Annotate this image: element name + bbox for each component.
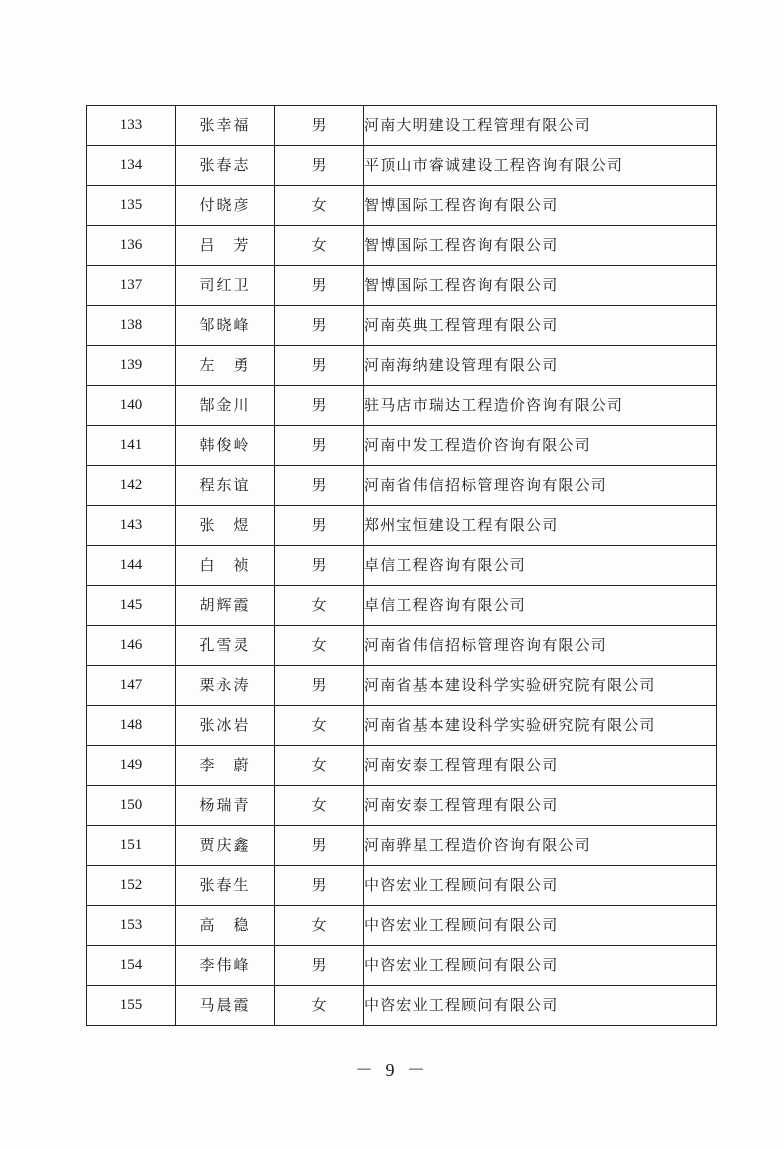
name-cell: 张春生 [176,866,275,906]
table-row [87,546,717,586]
company-cell: 河南安泰工程管理有限公司 [364,786,717,826]
table-row [87,986,717,1026]
company-cell: 智博国际工程咨询有限公司 [364,186,717,226]
gender-cell: 男 [275,146,364,186]
name-cell: 白 祯 [176,546,275,586]
name-cell: 高 稳 [176,906,275,946]
company-cell: 卓信工程咨询有限公司 [364,546,717,586]
name-cell: 郜金川 [176,386,275,426]
row-number-cell: 146 [87,626,176,666]
name-cell: 付晓彦 [176,186,275,226]
table-row [87,786,717,826]
row-number-cell: 150 [87,786,176,826]
table-row [87,866,717,906]
row-number-cell: 141 [87,426,176,466]
gender-cell: 男 [275,826,364,866]
name-cell: 李 蔚 [176,746,275,786]
table-row [87,506,717,546]
row-number-cell: 135 [87,186,176,226]
row-number-cell: 133 [87,106,176,146]
row-number-cell: 142 [87,466,176,506]
gender-cell: 男 [275,466,364,506]
gender-cell: 男 [275,946,364,986]
gender-cell: 男 [275,346,364,386]
gender-cell: 女 [275,746,364,786]
table-row [87,346,717,386]
name-cell: 左 勇 [176,346,275,386]
table-row [87,586,717,626]
page-number: － 9 － [355,1060,429,1080]
company-cell: 河南省基本建设科学实验研究院有限公司 [364,706,717,746]
name-cell: 孔雪灵 [176,626,275,666]
company-cell: 河南中发工程造价咨询有限公司 [364,426,717,466]
gender-cell: 男 [275,386,364,426]
company-cell: 智博国际工程咨询有限公司 [364,266,717,306]
row-number-cell: 137 [87,266,176,306]
name-cell: 栗永涛 [176,666,275,706]
company-cell: 河南省伟信招标管理咨询有限公司 [364,466,717,506]
name-cell: 邹晓峰 [176,306,275,346]
name-cell: 贾庆鑫 [176,826,275,866]
row-number-cell: 136 [87,226,176,266]
name-cell: 李伟峰 [176,946,275,986]
company-cell: 河南大明建设工程管理有限公司 [364,106,717,146]
gender-cell: 男 [275,546,364,586]
company-cell: 驻马店市瑞达工程造价咨询有限公司 [364,386,717,426]
table-row [87,666,717,706]
name-cell: 韩俊岭 [176,426,275,466]
roster-table [86,105,717,1026]
table-row [87,946,717,986]
gender-cell: 女 [275,786,364,826]
table-row [87,146,717,186]
company-cell: 河南省伟信招标管理咨询有限公司 [364,626,717,666]
row-number-cell: 148 [87,706,176,746]
gender-cell: 女 [275,626,364,666]
company-cell: 郑州宝恒建设工程有限公司 [364,506,717,546]
table-row [87,306,717,346]
gender-cell: 男 [275,666,364,706]
gender-cell: 女 [275,226,364,266]
row-number-cell: 147 [87,666,176,706]
table-row [87,746,717,786]
table-row [87,106,717,146]
row-number-cell: 145 [87,586,176,626]
company-cell: 河南省基本建设科学实验研究院有限公司 [364,666,717,706]
roster-table-body [87,106,717,1026]
company-cell: 中咨宏业工程顾问有限公司 [364,866,717,906]
company-cell: 智博国际工程咨询有限公司 [364,226,717,266]
gender-cell: 女 [275,706,364,746]
row-number-cell: 151 [87,826,176,866]
gender-cell: 女 [275,586,364,626]
row-number-cell: 134 [87,146,176,186]
table-row [87,906,717,946]
gender-cell: 男 [275,266,364,306]
gender-cell: 男 [275,866,364,906]
name-cell: 司红卫 [176,266,275,306]
table-row [87,626,717,666]
table-row [87,226,717,266]
row-number-cell: 155 [87,986,176,1026]
row-number-cell: 140 [87,386,176,426]
name-cell: 张冰岩 [176,706,275,746]
table-row [87,426,717,466]
company-cell: 平顶山市睿诚建设工程咨询有限公司 [364,146,717,186]
table-row [87,386,717,426]
gender-cell: 女 [275,186,364,226]
table-row [87,266,717,306]
row-number-cell: 154 [87,946,176,986]
row-number-cell: 152 [87,866,176,906]
company-cell: 卓信工程咨询有限公司 [364,586,717,626]
name-cell: 吕 芳 [176,226,275,266]
gender-cell: 男 [275,306,364,346]
company-cell: 河南骅星工程造价咨询有限公司 [364,826,717,866]
row-number-cell: 144 [87,546,176,586]
name-cell: 张春志 [176,146,275,186]
table-row [87,466,717,506]
row-number-cell: 143 [87,506,176,546]
row-number-cell: 138 [87,306,176,346]
company-cell: 中咨宏业工程顾问有限公司 [364,946,717,986]
name-cell: 张 煜 [176,506,275,546]
gender-cell: 女 [275,906,364,946]
gender-cell: 男 [275,106,364,146]
row-number-cell: 139 [87,346,176,386]
table-row [87,706,717,746]
gender-cell: 女 [275,986,364,1026]
name-cell: 胡辉霞 [176,586,275,626]
gender-cell: 男 [275,426,364,466]
row-number-cell: 149 [87,746,176,786]
name-cell: 程东谊 [176,466,275,506]
name-cell: 张幸福 [176,106,275,146]
company-cell: 河南海纳建设管理有限公司 [364,346,717,386]
company-cell: 河南安泰工程管理有限公司 [364,746,717,786]
company-cell: 中咨宏业工程顾问有限公司 [364,986,717,1026]
table-row [87,186,717,226]
gender-cell: 男 [275,506,364,546]
table-row [87,826,717,866]
company-cell: 中咨宏业工程顾问有限公司 [364,906,717,946]
name-cell: 杨瑞青 [176,786,275,826]
row-number-cell: 153 [87,906,176,946]
company-cell: 河南英典工程管理有限公司 [364,306,717,346]
name-cell: 马晨霞 [176,986,275,1026]
